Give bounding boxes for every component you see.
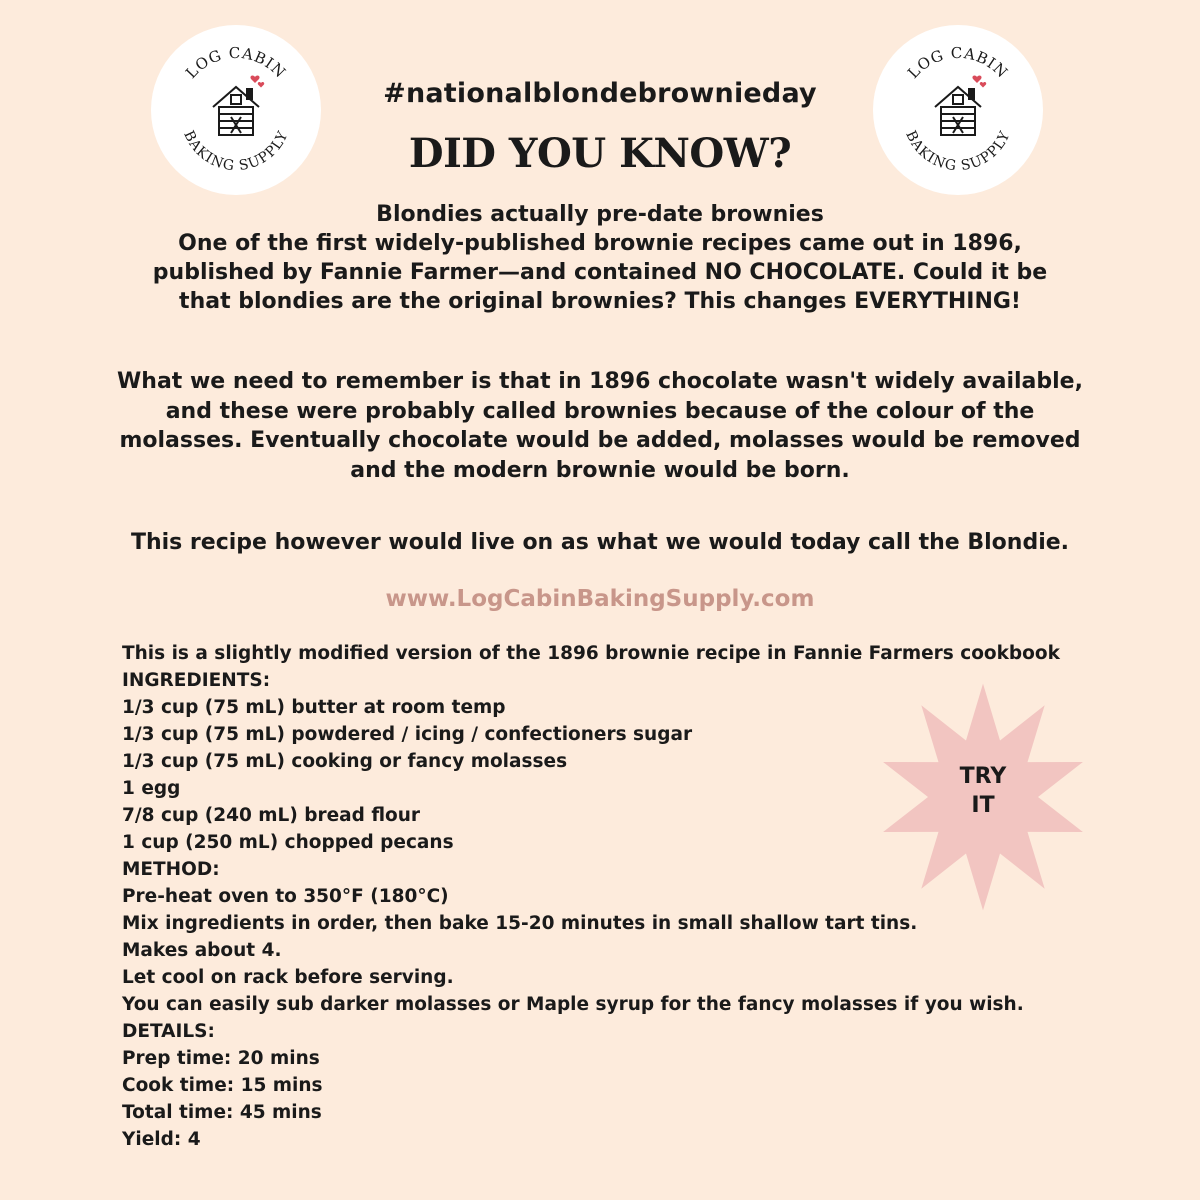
svg-text:LOG CABIN <box>904 44 1012 82</box>
ingredient-item: 1/3 cup (75 mL) powdered / icing / confectioners sugar <box>122 724 693 745</box>
ingredient-item: 1 cup (250 mL) chopped pecans <box>122 832 454 853</box>
ingredient-item: 1/3 cup (75 mL) cooking or fancy molasses <box>122 751 568 772</box>
blondie-paragraph: This recipe however would live on as what we would today call the Blondie. <box>130 530 1070 555</box>
ingredient-item: 1/3 cup (75 mL) butter at room temp <box>122 697 506 718</box>
method-step: Pre-heat oven to 350°F (180°C) <box>122 886 449 907</box>
logo-top-text: LOG CABIN <box>182 43 290 83</box>
headline: DID YOU KNOW? <box>408 130 792 177</box>
ingredient-item: 1 egg <box>122 778 181 799</box>
intro-line: that blondies are the original brownies? This changes EVERYTHING! <box>179 289 1021 314</box>
website-link[interactable]: www.LogCabinBakingSupply.com <box>385 586 815 612</box>
try-it-text <box>878 762 1088 820</box>
heart-icon <box>972 76 986 88</box>
logo-top-text: LOG CABIN <box>904 43 1012 83</box>
logo-bottom-text: BAKING SUPPLY <box>902 128 1014 175</box>
history-line: and the modern brownie would be born. <box>350 457 850 483</box>
method-heading: METHOD: <box>122 859 220 880</box>
detail-item: Yield: 4 <box>122 1129 201 1150</box>
try-it-line1: TRY <box>959 764 1007 789</box>
intro-line: published by Fannie Farmer—and contained NO CHOCOLATE. Could it be <box>152 260 1048 285</box>
detail-item: Total time: 45 mins <box>122 1102 322 1123</box>
intro-lead: Blondies actually pre-date brownies <box>376 202 824 227</box>
history-line: What we need to remember is that in 1896 chocolate wasn't widely available, <box>117 369 1083 394</box>
logo-bottom-text: BAKING SUPPLY <box>180 128 292 175</box>
method-step: Let cool on rack before serving. <box>122 967 454 988</box>
logo-left <box>151 25 321 195</box>
method-step: You can easily sub darker molasses or Maple syrup for the fancy molasses if you wish. <box>122 994 1024 1015</box>
cabin-icon <box>935 87 981 135</box>
history-paragraph <box>40 367 1160 485</box>
heart-icon <box>250 76 264 88</box>
detail-item: Prep time: 20 mins <box>122 1048 320 1069</box>
intro-paragraph <box>40 200 1160 316</box>
log-cabin-logo <box>151 25 321 195</box>
recipe-intro: This is a slightly modified version of the 1896 brownie recipe in Fannie Farmers cookbook <box>122 643 1060 664</box>
method-step: Makes about 4. <box>122 940 282 961</box>
svg-text:LOG CABIN <box>182 44 290 82</box>
detail-item: Cook time: 15 mins <box>122 1075 323 1096</box>
details-heading: DETAILS: <box>122 1021 215 1042</box>
history-line: molasses. Eventually chocolate would be added, molasses would be removed <box>119 428 1081 453</box>
try-it-line2: IT <box>971 793 995 818</box>
ingredient-item: 7/8 cup (240 mL) bread flour <box>122 805 421 826</box>
hashtag: #nationalblondebrownieday <box>383 78 817 109</box>
history-line: and these were probably called brownies because of the colour of the <box>165 398 1035 424</box>
method-step: Mix ingredients in order, then bake 15-20 minutes in small shallow tart tins. <box>122 913 918 934</box>
cabin-icon <box>213 87 259 135</box>
ingredients-heading: INGREDIENTS: <box>122 670 271 691</box>
intro-line: One of the first widely-published brownie recipes came out in 1896, <box>178 231 1022 256</box>
